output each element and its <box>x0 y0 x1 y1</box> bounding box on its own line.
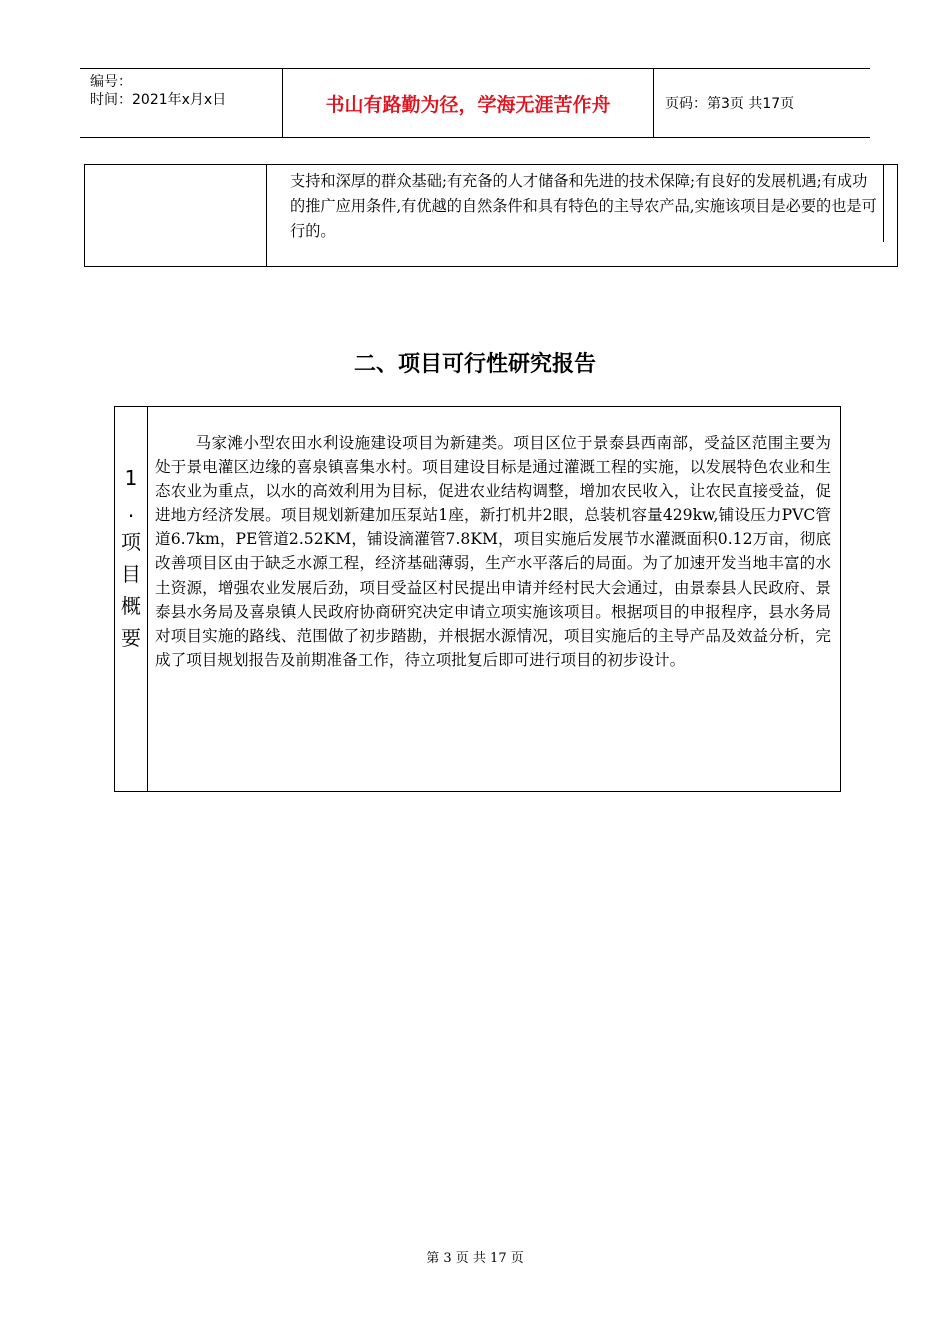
continuation-text: 支持和深厚的群众基础;有充备的人才储备和先进的技术保障;有良好的发展机遇;有成功的推广应用条件,有优越的自然条件和具有特色的主导农产品,实施该项目是必要的也是可行的。 <box>290 172 877 240</box>
document-date: 时间：2021年x月x日 <box>90 92 227 108</box>
row-label-char: 要 <box>121 626 141 650</box>
table-divider <box>266 165 267 266</box>
row-label-char: . <box>127 498 135 522</box>
header-divider <box>653 69 654 137</box>
row-label-char: 目 <box>121 562 141 586</box>
header-meta <box>90 73 226 109</box>
row-label-char: 项 <box>121 530 141 554</box>
table-divider <box>883 165 884 242</box>
table-divider <box>147 407 148 791</box>
page-header <box>80 68 870 138</box>
project-summary-table <box>114 406 841 792</box>
document-number-label: 编号： <box>90 74 132 90</box>
continuation-table <box>84 164 898 267</box>
row-label-char: 1 <box>124 466 138 490</box>
header-page-info: 页码：第3页 共17页 <box>665 96 795 112</box>
row-label-char: 概 <box>121 594 141 618</box>
row-label <box>115 462 147 654</box>
header-motto: 书山有路勤为径，学海无涯苦作舟 <box>325 93 611 116</box>
page-footer: 第 3 页 共 17 页 <box>426 1251 524 1266</box>
section-title: 二、项目可行性研究报告 <box>353 352 596 377</box>
project-summary-text: 马家滩小型农田水利设施建设项目为新建类。项目区位于景泰县西南部，受益区范围主要为处于景电灌区边缘的喜泉镇喜集水村。项目建设目标是通过灌溉工程的实施，以发展特色农业和生态农业为重点，以水的高效利用为目标，促进农业结构调整，增加农民收入，让农民直接受益，促进地方经济发展。项目规划新建加压泵站1座，新打机井2眼，总装机容量429kw,铺设压力PVC管道6.7km，PE管道2.52KM，铺设滴灌管7.8KM，项目实施后发展节水灌溉面积0.12万亩，彻底改善项目区由于缺乏水源工程，经济基础薄弱，生产水平落后的局面。为了加速开发当地丰富的水土资源，增强农业发展后劲，项目受益区村民提出申请并经村民大会通过，由景泰县人民政府、景泰县水务局及喜泉镇人民政府协商研究决定申请立项实施该项目。根据项目的申报程序，县水务局对项目实施的路线、范围做了初步踏勘，并根据水源情况，项目实施后的主导产品及效益分析，完成了项目规划报告及前期准备工作，待立项批复后即可进行项目的初步设计。 <box>155 434 831 669</box>
